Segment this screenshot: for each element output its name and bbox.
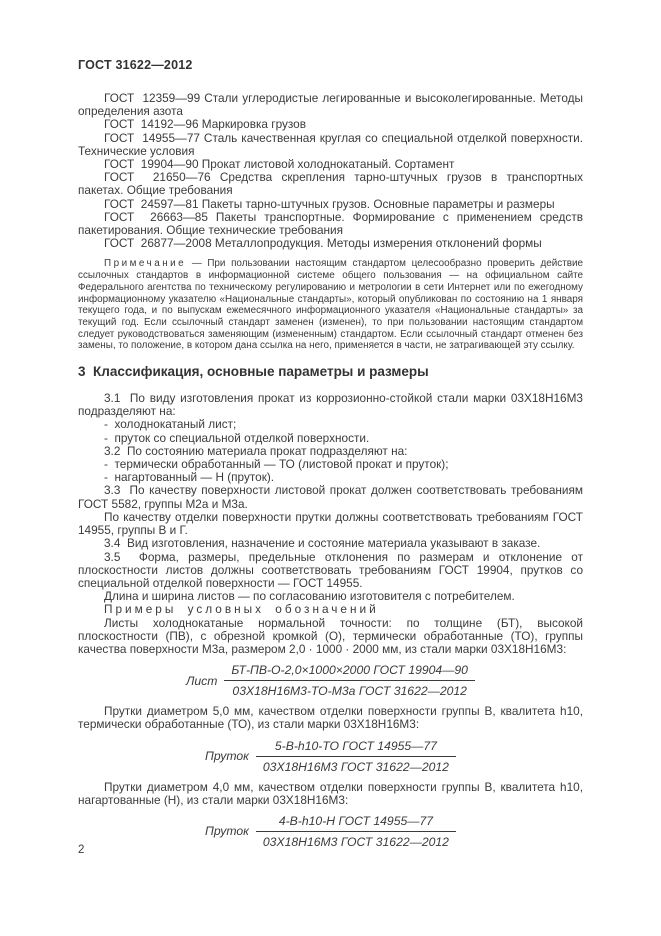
reference-item: ГОСТ 26663—85 Пакеты транспортные. Формирование с применением средств пакетирования. Общие технические требования [78,209,587,238]
paragraph-3-3-cont: По качеству отделки поверхности прутки должны соответствовать требованиям ГОСТ 14955, группы В и Г. [78,509,587,538]
example-intro-rod-5: Прутки диаметром 5,0 мм, качеством отделки поверхности группы В, квалитета h10, термически обработанные (ТО), из стали марки 03Х18Н16М3: [78,704,587,732]
paragraph-3-5-cont: Длина и ширина листов — по согласованию изготовителя с потребителем. [104,589,515,604]
examples-heading: Примеры условных обозначений [104,602,379,617]
paragraph-3-4: 3.4 Вид изготовления, назначение и состояние материала указывают в заказе. [104,536,541,551]
page-number: 2 [78,844,85,856]
reference-item: ГОСТ 12359—99 Стали углеродистые легированные и высоколегированные. Методы определения азота [78,91,587,119]
formula-label: Лист [186,673,218,688]
list-item: - термически обработанный — ТО (листовой прокат и пруток); [104,457,449,472]
section-title: 3 Классификация, основные параметры и размеры [78,364,429,380]
note-block [78,258,583,352]
note-text: — При пользовании настоящим стандартом целесообразно проверить действие ссылочных стандартов в информационной системе общего пользования — на официальном сайте Федерального агентства по техническому регулированию и метрологии в сети Интернет или по ежегодному информационному указателю «Национальные стандарты», который опубликован по состоянию на 1 января текущего года, и по выпускам ежемесячного информационного указателя «Национальные стандарты» за текущий год. Если ссылочный стандарт заменен (изменен), то при пользовании настоящим стандартом следует руководствоваться заменяющим (измененным) стандартом. Если ссылочный стандарт отменен без замены, то положение, в котором дана ссылка на него, применяется в части, не затрагивающей эту ссылку. [78,258,583,352]
designation-formula-rod-5 [78,739,583,774]
reference-item: ГОСТ 19904—90 Прокат листовой холоднокатаный. Сортамент [104,157,455,172]
list-item: - холоднокатаный лист; [104,417,237,432]
example-intro-list: Листы холоднокатаные нормальной точности: по толщине (БТ), высокой плоскостности (ПВ), с обрезной кромкой (О), термически обработанные (ТО), группы качества поверхности М3а, размером 2,0 · 1000 · 2000 мм, из стали марки 03Х18Н16М3: [78,615,587,656]
formula-label: Пруток [205,749,249,764]
reference-item: ГОСТ 21650—76 Средства скрепления тарно-штучных грузов в транспортных пакетах. Общие требования [78,170,587,198]
formula-denominator: 03Х18Н16М3-ТО-М3а ГОСТ 31622—2012 [224,680,475,698]
paragraph-3-2: 3.2 По состоянию материала прокат подразделяют на: [104,443,408,458]
list-item: - нагартованный — Н (пруток). [104,470,275,485]
reference-item: ГОСТ 14955—77 Сталь качественная круглая со специальной отделкой поверхности. Технические условия [78,130,587,158]
formula-denominator: 03Х18Н16М3 ГОСТ 31622—2012 [256,756,456,774]
paragraph-3-5: 3.5 Форма, размеры, предельные отклонения по размерам и отклонение от плоскостности листов должны соответствовать требованиям ГОСТ 19904, прутков со специальной отделкой поверхности — ГОСТ 14955. [78,549,587,590]
reference-item: ГОСТ 24597—81 Пакеты тарно-штучных грузов. Основные параметры и размеры [104,196,555,211]
note-label: Примечание [104,258,187,270]
list-item: - пруток со специальной отделкой поверхности. [104,430,370,445]
paragraph-3-3: 3.3 По качеству поверхности листовой прокат должен соответствовать требованиям ГОСТ 5582, группы М2а и М3а. [78,483,587,511]
document-header: ГОСТ 31622—2012 [78,58,193,72]
formula-numerator: БТ-ПВ-О-2,0×1000×2000 ГОСТ 19904—90 [231,663,468,678]
formula-label: Пруток [205,824,249,839]
paragraph-3-1: 3.1 По виду изготовления прокат из коррозионно-стойкой стали марки 03Х18Н16М3 подразделяют на: [78,391,587,419]
formula-fraction [224,663,475,698]
formula-fraction [256,739,456,774]
designation-formula-rod-4 [78,814,583,849]
example-intro-rod-4: Прутки диаметром 4,0 мм, качеством отделки поверхности группы В, квалитета h10, нагартованные (Н), из стали марки 03Х18Н16М3: [78,779,587,807]
formula-numerator: 5-В-h10-ТО ГОСТ 14955—77 [274,738,437,753]
reference-item: ГОСТ 26877—2008 Металлопродукция. Методы измерения отклонений формы [104,236,542,251]
formula-numerator: 4-В-h10-Н ГОСТ 14955—77 [278,813,434,828]
formula-denominator: 03Х18Н16М3 ГОСТ 31622—2012 [256,831,456,849]
designation-formula-list [78,663,583,698]
formula-fraction [256,814,456,849]
reference-item: ГОСТ 14192—96 Маркировка грузов [104,117,307,132]
